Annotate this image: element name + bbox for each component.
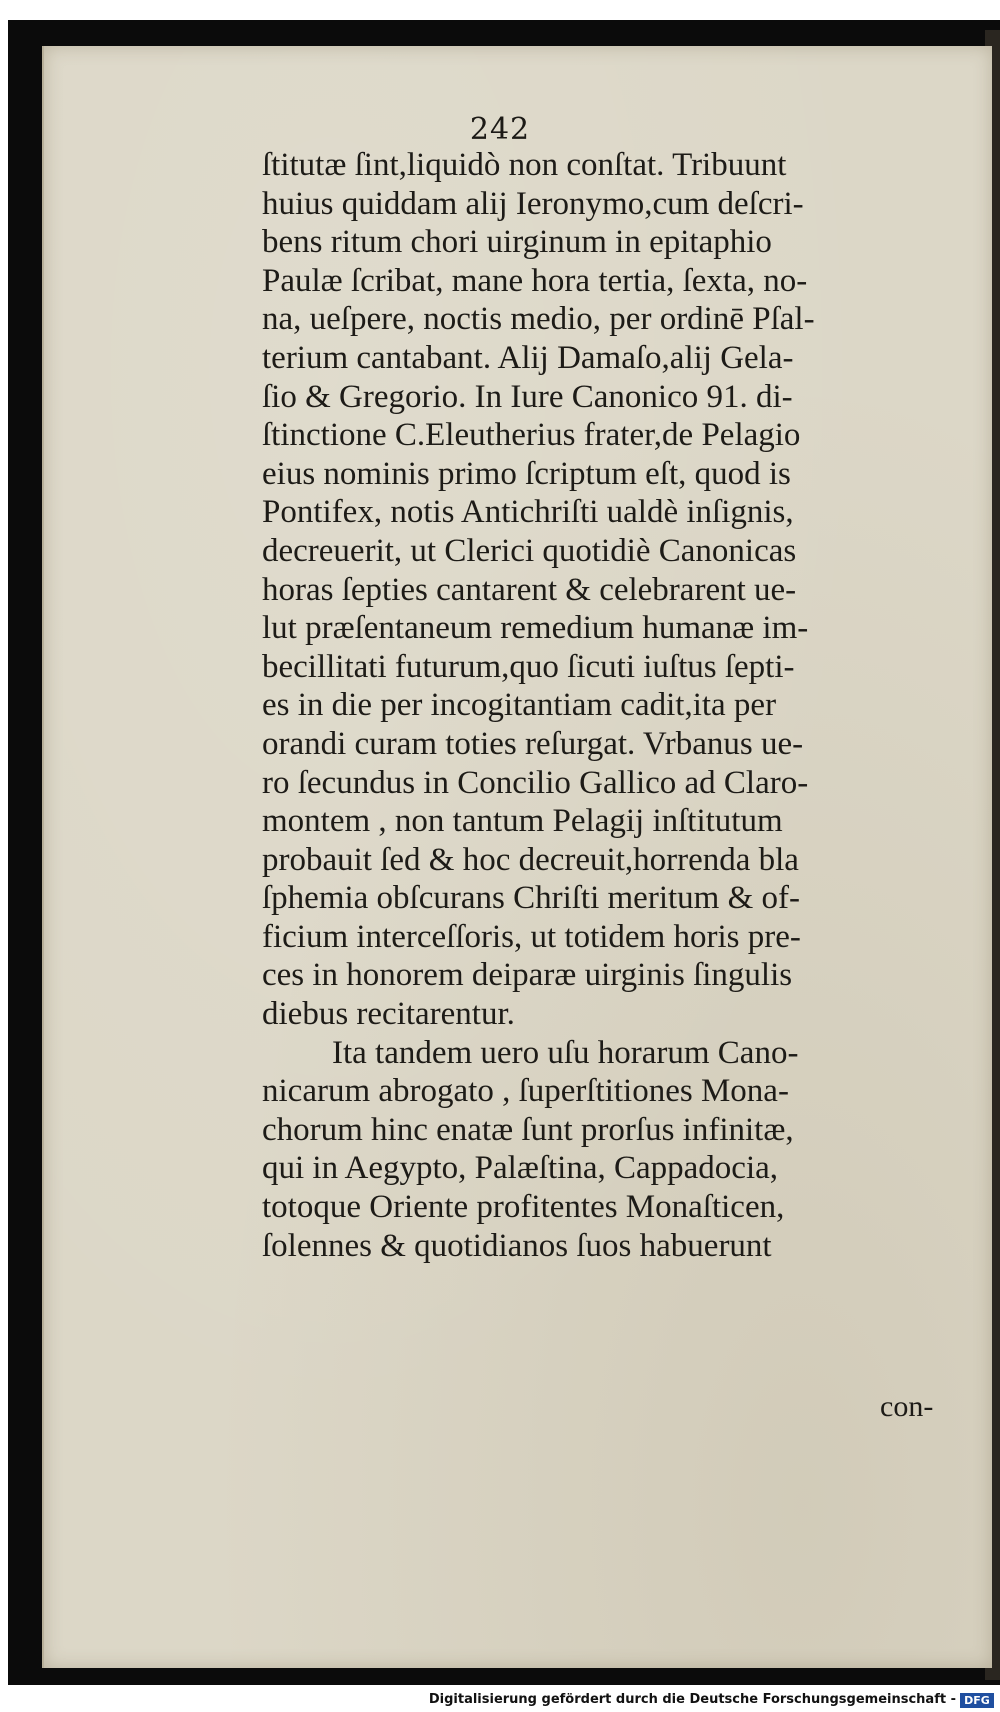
page-number: 242 [469, 112, 531, 147]
text-line: es in die per incogitantiam cadit,ita per [262, 687, 777, 724]
text-line: ſtinctione C.Eleutherius frater,de Pelagio [262, 417, 801, 454]
text-line: nicarum abrogato , ſuperſtitiones Mona- [262, 1073, 789, 1110]
text-line: ficium interceſſoris, ut totidem horis pre- [262, 918, 801, 955]
text-line: orandi curam toties reſurgat. Vrbanus ue- [262, 725, 804, 762]
paragraph-first-line: Ita tandem uero uſu horarum Cano- [332, 1034, 799, 1071]
text-line: Paulæ ſcribat, mane hora tertia, ſexta, no- [262, 262, 808, 299]
text-line: huius quiddam alij Ieronymo,cum deſcri- [262, 185, 804, 222]
text-line: Pontifex, notis Antichriſti ualdè inſignis, [262, 494, 794, 531]
text-line: probauit ſed & hoc decreuit,horrenda bla [262, 841, 799, 878]
text-line: becillitati futurum,quo ſicuti iuſtus ſepti- [262, 648, 795, 685]
dfg-logo-icon: DFG [960, 1693, 994, 1708]
text-line: lut præſentaneum remedium humanæ im- [262, 610, 809, 647]
text-line: terium cantabant. Alij Damaſo,alij Gela- [262, 339, 794, 376]
text-line: ſphemia obſcurans Chriſti meritum & of- [262, 880, 800, 917]
text-line: ro ſecundus in Concilio Gallico ad Claro- [262, 764, 809, 801]
text-line: diebus recitarentur. [262, 996, 515, 1033]
text-line: ſio & Gregorio. In Iure Canonico 91. di- [262, 378, 793, 415]
text-line: chorum hinc enatæ ſunt prorſus infinitæ, [262, 1111, 794, 1148]
text-line: montem , non tantum Pelagij inſtitutum [262, 803, 783, 840]
text-line: bens ritum chori uirginum in epitaphio [262, 224, 772, 261]
text-line: eius nominis primo ſcriptum eſt, quod is [262, 455, 791, 492]
text-line: totoque Oriente profitentes Monaſticen, [262, 1189, 785, 1226]
text-line: horas ſepties cantarent & celebrarent ue- [262, 571, 797, 608]
text-line: na, ueſpere, noctis medio, per ordinē Pſal- [262, 301, 815, 338]
text-line: qui in Aegypto, Palæſtina, Cappadocia, [262, 1150, 779, 1187]
funding-credit: Digitalisierung gefördert durch die Deutsche Forschungsgemeinschaft - [428, 1692, 956, 1707]
text-line: ſolennes & quotidianos ſuos habuerunt [262, 1227, 772, 1264]
text-line: decreuerit, ut Clerici quotidiè Canonicas [262, 532, 797, 569]
text-line: ces in honorem deiparæ uirginis ſingulis [262, 957, 793, 994]
body-text [262, 146, 942, 1265]
text-line: ſtitutæ ſint,liquidò non conſtat. Tribuunt [262, 147, 787, 183]
catchword: con- [880, 1390, 934, 1423]
